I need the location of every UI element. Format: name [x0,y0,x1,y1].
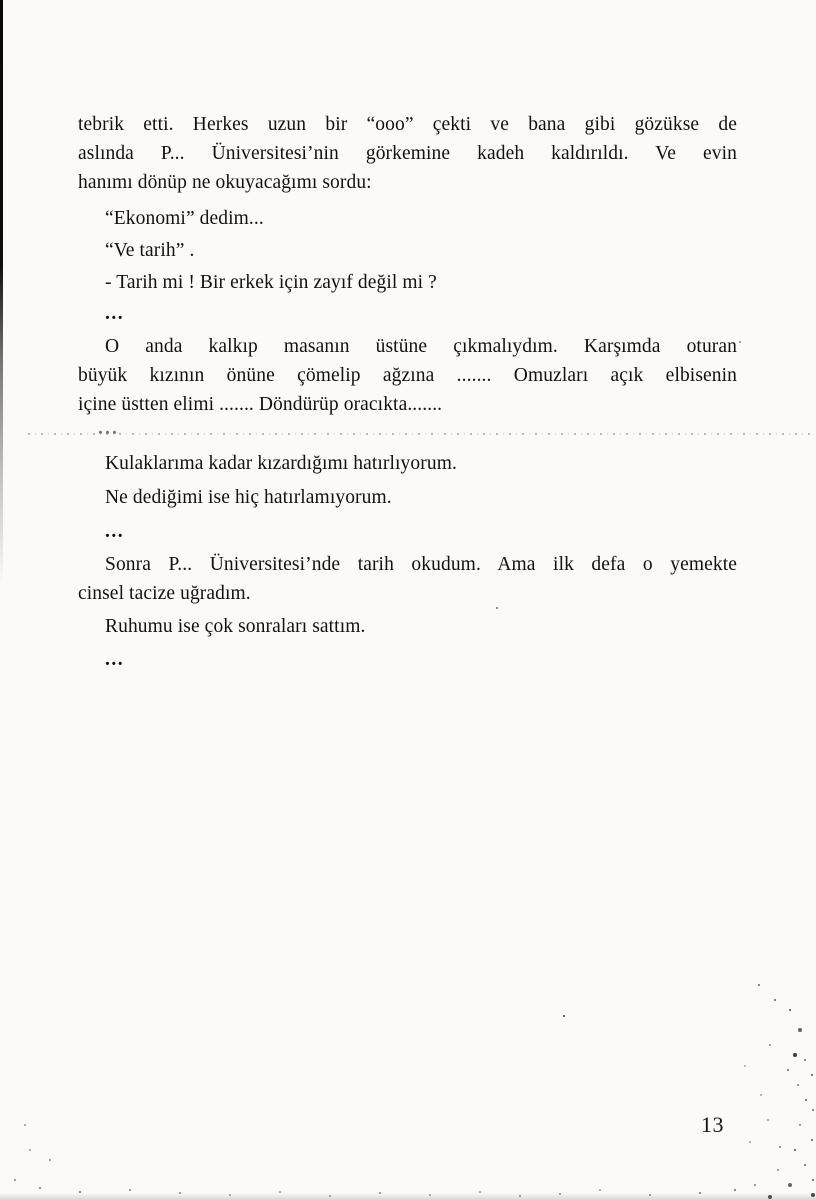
text-line: O anda kalkıp masanın üstüne çıkmalıydım. Karşımda oturan [105,336,737,357]
text-line: Ruhumu ise çok sonraları sattım. [105,616,366,637]
ellipsis-line: ... [105,649,125,670]
text-line: “Ve tarih” . [105,240,195,261]
text-line: “Ekonomi” dedim... [105,208,264,229]
ellipsis-line: ... [105,303,125,324]
text-line: Ne dediğimi ise hiç hatırlamıyorum. [105,487,392,508]
text-line: büyük kızının önüne çömelip ağzına ....... Omuzları açık elbisenin [78,365,737,386]
scan-edge-artifact [0,0,3,585]
text-line: cinsel tacize uğradım. [78,583,251,604]
text-line: tebrik etti. Herkes uzun bir “ooo” çekti ve bana gibi gözükse de [78,114,737,135]
text-line: - Tarih mi ! Bir erkek için zayıf değil mi ? [105,272,437,293]
text-block [78,110,737,674]
text-line: Sonra P... Üniversitesi’nde tarih okudum. Ama ilk defa o yemekte [105,554,737,575]
text-line: hanımı dönüp ne okuyacağımı sordu: [78,172,372,193]
page-number: 13 [701,1112,724,1137]
text-line: aslında P... Üniversitesi’nin görkemine kadeh kaldırıldı. Ve evin [78,143,737,164]
scan-noise-speckles [0,0,2,2]
text-line: içine üstten elimi ....... Döndürüp oracıkta....... [78,394,443,415]
ellipsis-line: ... [105,521,125,542]
text-line: Kulaklarıma kadar kızardığımı hatırlıyorum. [105,453,457,474]
dotted-separator [28,417,814,439]
separator-ellipsis: ... [98,417,119,439]
